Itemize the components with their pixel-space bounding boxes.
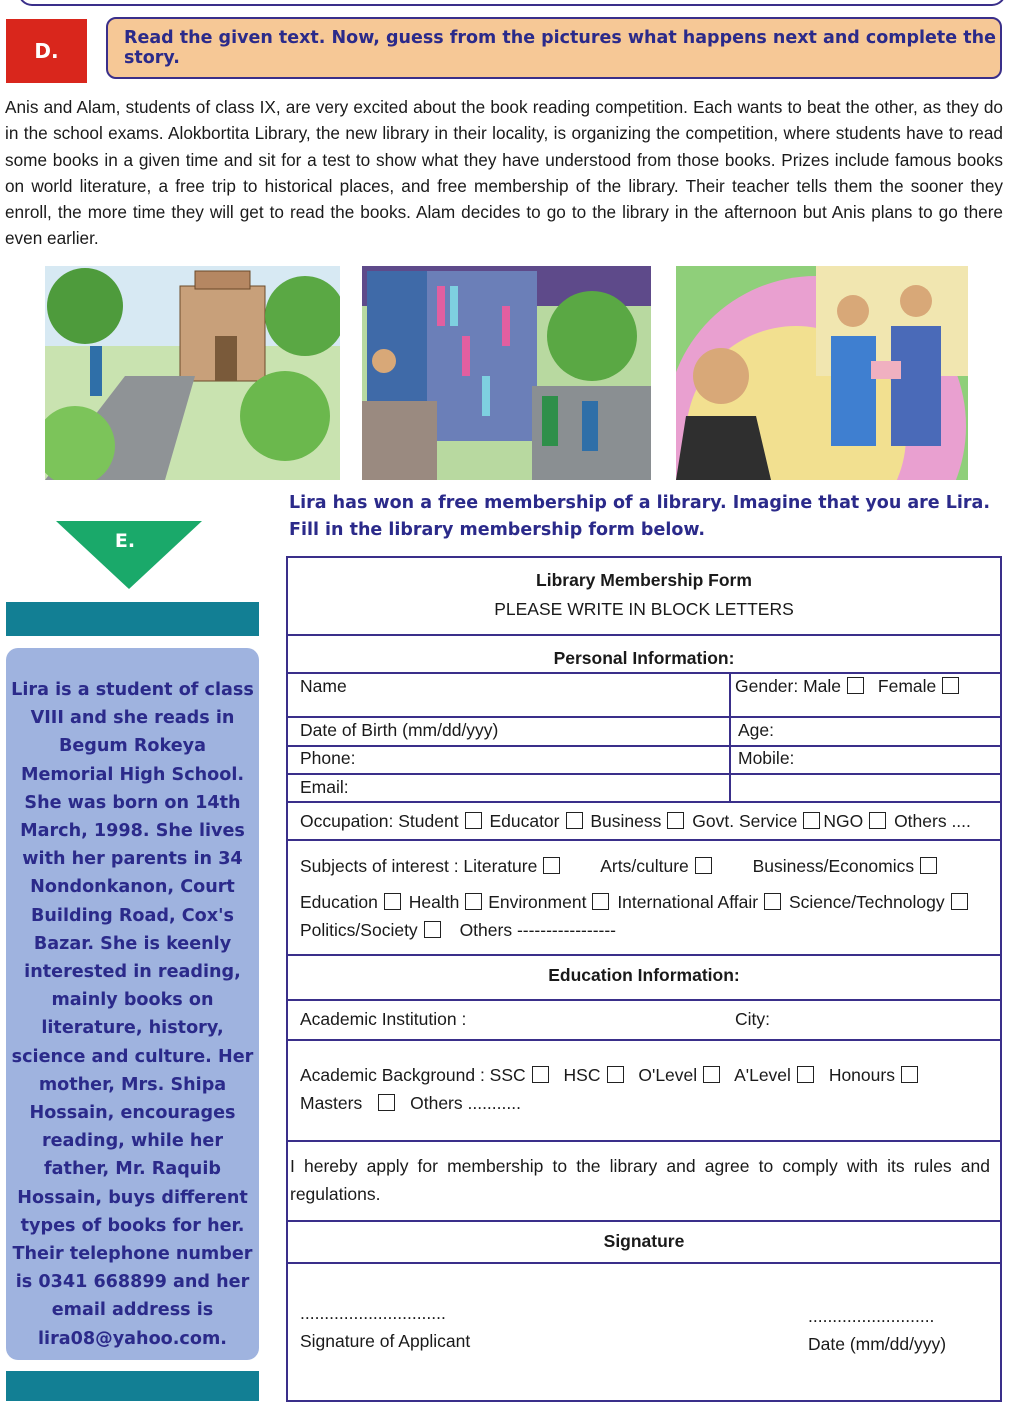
male-checkbox[interactable] bbox=[847, 677, 864, 694]
govt-service-checkbox[interactable] bbox=[803, 812, 820, 829]
politics-label: Politics/Society bbox=[300, 920, 418, 940]
business-econ-label: Business/Economics bbox=[752, 856, 915, 876]
library-bookshelves-illustration bbox=[362, 266, 651, 480]
health-checkbox[interactable] bbox=[465, 893, 482, 910]
subjects-row-1 bbox=[300, 856, 940, 877]
arts-checkbox[interactable] bbox=[695, 857, 712, 874]
business-econ-checkbox[interactable] bbox=[920, 857, 937, 874]
arts-label: Arts/culture bbox=[600, 856, 689, 876]
declaration-text: I hereby apply for membership to the library and agree to comply with its rules and regulations. bbox=[290, 1156, 990, 1204]
ssc-checkbox[interactable] bbox=[532, 1066, 549, 1083]
signature-line[interactable]: .............................. bbox=[300, 1303, 446, 1323]
date-line[interactable]: .......................... bbox=[808, 1306, 935, 1326]
alevel-checkbox[interactable] bbox=[797, 1066, 814, 1083]
hsc-checkbox[interactable] bbox=[607, 1066, 624, 1083]
form-title: Library Membership Form bbox=[536, 570, 752, 590]
mobile-field[interactable]: Mobile: bbox=[738, 748, 795, 768]
occupation-row bbox=[300, 811, 971, 832]
teal-bar-bottom bbox=[6, 1371, 259, 1401]
background-others-label: Others ........... bbox=[410, 1093, 521, 1113]
subjects-label: Subjects of interest : Literature bbox=[300, 856, 538, 876]
educator-checkbox[interactable] bbox=[566, 812, 583, 829]
business-checkbox[interactable] bbox=[667, 812, 684, 829]
educator-label: Educator bbox=[489, 811, 560, 831]
gender-female-label: Female bbox=[877, 676, 937, 696]
section-e-instruction: Lira has won a free membership of a library. Imagine that you are Lira. Fill in the library membership form below. bbox=[289, 493, 991, 540]
story-text: Anis and Alam, students of class IX, are very excited about the book reading competition. Each wants to beat the other, as they do in the school exams. Alokbortita Library, the new library in their locality, is organizing the competition, where students have to read some books in a given time and sit for a test to show what they have understood from those books. Prizes include famous books on world literature, a free trip to historical places, and free membership of the library. Their teacher tells them the sooner they enroll, the more time they will get to read the books. Alam decides to go to the library in the afternoon but Anis plans to go there even earlier. bbox=[5, 97, 1003, 249]
personal-info-heading: Personal Information: bbox=[553, 648, 735, 668]
dob-field[interactable]: Date of Birth (mm/dd/yyy) bbox=[300, 720, 499, 740]
teal-bar-top bbox=[6, 602, 259, 636]
olevel-label: O'Level bbox=[638, 1065, 698, 1085]
olevel-checkbox[interactable] bbox=[703, 1066, 720, 1083]
female-checkbox[interactable] bbox=[942, 677, 959, 694]
form-subtitle: PLEASE WRITE IN BLOCK LETTERS bbox=[494, 599, 794, 619]
section-d-label: D. bbox=[6, 19, 87, 83]
intl-affair-checkbox[interactable] bbox=[764, 893, 781, 910]
politics-checkbox[interactable] bbox=[424, 921, 441, 938]
masters-checkbox[interactable] bbox=[378, 1094, 395, 1111]
gender-field bbox=[735, 676, 962, 697]
institution-field[interactable]: Academic Institution : bbox=[300, 1009, 467, 1029]
subjects-row-2 bbox=[300, 892, 971, 913]
education-label: Education bbox=[300, 892, 378, 912]
student-checkbox[interactable] bbox=[465, 812, 482, 829]
business-label: Business bbox=[590, 811, 662, 831]
membership-form bbox=[286, 556, 1002, 1402]
environment-label: Environment bbox=[488, 892, 587, 912]
library-building-illustration bbox=[45, 266, 340, 480]
intl-affair-label: International Affair bbox=[617, 892, 759, 912]
education-info-heading: Education Information: bbox=[548, 965, 740, 985]
environment-checkbox[interactable] bbox=[592, 893, 609, 910]
section-e-label: E. bbox=[114, 530, 136, 552]
name-field[interactable]: Name bbox=[300, 676, 347, 696]
age-field[interactable]: Age: bbox=[738, 720, 774, 740]
prize-giving-illustration bbox=[676, 266, 968, 480]
occupation-label: Occupation: Student bbox=[300, 811, 459, 831]
background-row-2 bbox=[300, 1093, 521, 1114]
ngo-checkbox[interactable] bbox=[869, 812, 886, 829]
health-label: Health bbox=[408, 892, 460, 912]
hsc-label: HSC bbox=[563, 1065, 601, 1085]
scitech-checkbox[interactable] bbox=[951, 893, 968, 910]
email-field[interactable]: Email: bbox=[300, 777, 349, 797]
section-d-instruction: Read the given text. Now, guess from the pictures what happens next and complete the story. bbox=[106, 17, 1002, 79]
city-field[interactable]: City: bbox=[735, 1009, 770, 1029]
top-section-border bbox=[18, 0, 1006, 6]
honours-label: Honours bbox=[828, 1065, 895, 1085]
honours-checkbox[interactable] bbox=[901, 1066, 918, 1083]
ngo-label: NGO bbox=[823, 811, 864, 831]
phone-field[interactable]: Phone: bbox=[300, 748, 356, 768]
gender-male-label: Gender: Male bbox=[735, 676, 842, 696]
education-checkbox[interactable] bbox=[384, 893, 401, 910]
signature-heading: Signature bbox=[603, 1231, 685, 1251]
alevel-label: A'Level bbox=[734, 1065, 791, 1085]
govt-service-label: Govt. Service bbox=[692, 811, 798, 831]
date-label: Date (mm/dd/yyy) bbox=[808, 1334, 947, 1354]
occupation-others-label: Others .... bbox=[894, 811, 971, 831]
masters-label: Masters bbox=[300, 1093, 363, 1113]
lira-info-text: Lira is a student of class VIII and she reads in Begum Rokeya Memorial High School. She was born on 14th March, 1998. She lives with her parents in 34 Nondonkanon, Court Building Road, Cox's Bazar. She is keenly interested in reading, mainly books on literature, history, science and culture. Her mother, Mrs. Shipa Hossain, encourages reading, while her father, Mr. Raquib Hossain, buys different types of books for her. Their telephone number is 0341 668899 and her email address is lira08@yahoo.com. bbox=[11, 680, 254, 1349]
subjects-others-label: Others ----------------- bbox=[459, 920, 617, 940]
background-row-1 bbox=[300, 1065, 921, 1086]
subjects-row-3 bbox=[300, 920, 616, 941]
literature-checkbox[interactable] bbox=[543, 857, 560, 874]
background-label: Academic Background : SSC bbox=[300, 1065, 526, 1085]
signature-label: Signature of Applicant bbox=[300, 1331, 471, 1351]
scitech-label: Science/Technology bbox=[788, 892, 945, 912]
